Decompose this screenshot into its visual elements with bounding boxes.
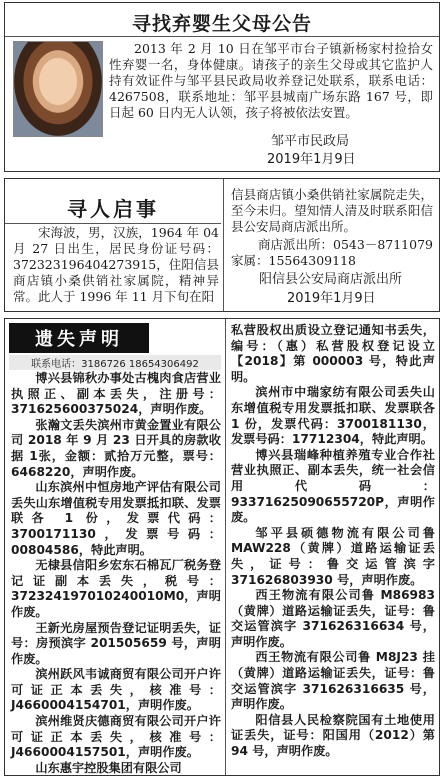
loss-statement-item: 滨州跃风韦诚商贸有限公司开户许可证正本丢失，核准号：J4660004154701，声明作废。 (11, 667, 221, 713)
police-phone: 商店派出所：0543－8711079 (258, 237, 433, 252)
loss-statement-item: 博兴县瑞峰种植养殖专业合作社营业执照正、副本丢失，统一社会信用代码：93371625090655720P，声明作废。 (231, 447, 435, 525)
loss-statement-item: 阳信县人民检察院国有土地使用证丢失，证号：阳国用（2012）第 94 号，声明作废。 (231, 712, 435, 759)
notice-signer: 邹平市民政局 (271, 134, 350, 149)
statements-left-column (11, 371, 221, 776)
infant-photo (13, 41, 103, 137)
statements-right-column (231, 323, 435, 760)
notice-date: 2019年1月9日 (287, 291, 376, 306)
loss-statement-item: 无棣县信阳乡宏东石棉瓦厂税务登记证副本丢失，税号：372324197010240010M0，声明作废。 (11, 558, 221, 619)
title-divider (5, 223, 221, 224)
notice-title: 遗失声明 (9, 323, 149, 353)
notice-body: 2013 年 2 月 10 日在邹平市台子镇新杨家村捡拾女性弃婴一名，身体健康。请孩子的亲生父母或其它监护人持有效证件与邹平县民政局收养登记处联系，联系电话：4267508，联系地址：邹平县城南广场东路 167 号，即日起 60 日内无人认领，孩子将被依法安置。 (109, 41, 433, 120)
column-divider (223, 179, 224, 312)
loss-statement-notice (4, 318, 440, 776)
loss-statement-item: 山东惠宇控股集团有限公司 (35, 760, 182, 775)
missing-person-notice (4, 178, 440, 312)
loss-statement-item: 博兴县锦秋办事处古槐肉食店营业执照正、副本丢失，注册号：371625600375024，声明作废。 (11, 371, 221, 417)
notice-signer: 阳信县公安局商店派出所 (259, 272, 403, 287)
contact-phone: 联系电话：3186726 18654306492 (9, 355, 221, 370)
notice-title: 寻找弃婴生父母公告 (131, 13, 312, 35)
notice-date: 2019年1月9日 (267, 152, 356, 167)
loss-statement-item: 滨州维贤庆德商贸有限公司开户许可证正本丢失，核准号：J4660004157501，声明作废。 (11, 714, 221, 760)
notice-title: 寻人启事 (67, 197, 159, 221)
loss-statement-item: 私营股权出质设立登记通知书丢失，编号：（惠）私营股权登记设立【2018】第 000003 号，特此声明。 (231, 323, 435, 384)
loss-statement-item: 西王物流有限公司鲁 M8J23 挂（黄牌）道路运输证丢失，证号：鲁交运管滨字 371626316635 号，声明作废。 (231, 650, 435, 712)
loss-statement-item: 邹平县硕德物流有限公司鲁MAW228（黄牌）道路运输证丢失，证号：鲁交运管滨字 371626803930 号，声明作废。 (231, 525, 435, 587)
family-phone: 家属：15564309118 (231, 253, 356, 268)
loss-statement-item: 张瀚文丢失滨州市黄金置业有限公司 2018 年 9 月 23 日开具的房款收据 1张，金额：贰拾万元整，票号：6468220，声明作废。 (11, 417, 221, 479)
loss-statement-item: 王新光房屋预告登记证明丢失，证号：房预滨字 201505659 号，声明作废。 (11, 620, 221, 666)
loss-statement-item: 西王物流有限公司鲁 M86983（黄牌）道路运输证丢失，证号：鲁交运管滨字 371626316634 号，声明作废。 (231, 588, 435, 649)
notice-body-left: 宋海波，男，汉族，1964 年 04 月 27 日出生，居民身份证号码：372323196404273915，住阳信县商店镇小桑供销社家属院，精神异常。此人于 1996 年 11 月下旬在阳 (13, 225, 219, 304)
title-divider (5, 36, 439, 37)
loss-statement-item: 滨州市中瑞家纺有限公司丢失山东增值税专用发票抵扣联、发票联各 1 份，发票代码：3700181130，发票号码：17712304，特此声明。 (231, 385, 435, 447)
loss-statement-item: 山东滨州中恒房地产评估有限公司丢失山东增值税专用发票抵扣联、发票联各 1 份，发票代码：3700171130，发票号码：00804586，特此声明。 (11, 480, 221, 557)
column-divider (225, 319, 226, 776)
notice-body-right: 信县商店镇小桑供销社家属院走失，至今未归。望知情人清及时联系阳信县公安局商店派出所。 (231, 187, 433, 234)
abandoned-infant-notice (4, 2, 440, 172)
